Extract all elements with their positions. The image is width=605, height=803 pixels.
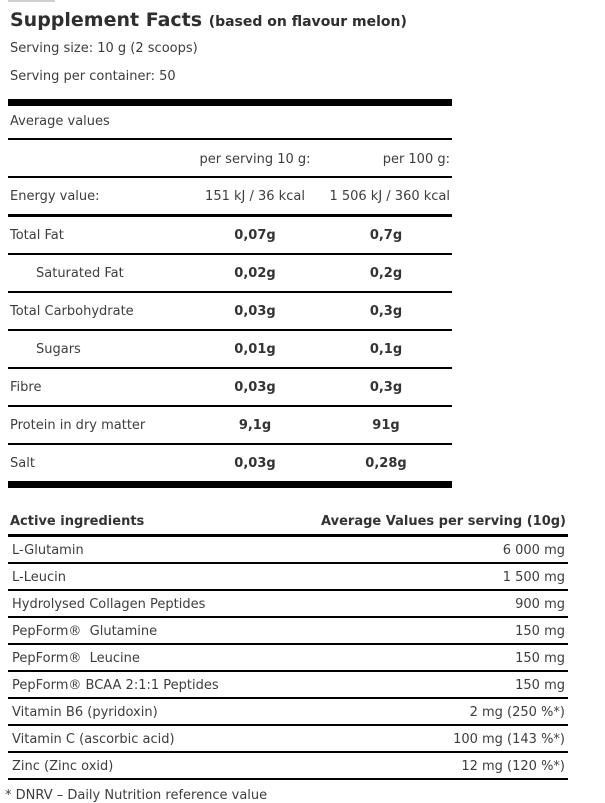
nutrient-label: Salt <box>10 456 35 471</box>
per-serving-value: 151 kJ / 36 kcal <box>205 189 305 204</box>
nutrition-row <box>8 331 452 369</box>
nutrient-label: Total Carbohydrate <box>10 304 134 319</box>
per-100g-value: 0,7g <box>369 228 403 243</box>
per-100g-value: 1 506 kJ / 360 kcal <box>329 189 450 204</box>
nutrition-table-header <box>8 140 452 178</box>
page-title <box>10 9 605 31</box>
nutrition-row <box>8 178 452 217</box>
ingredient-name: L-Leucin <box>12 570 66 585</box>
nutrition-table <box>8 99 452 488</box>
ingredient-amount: 900 mg <box>515 597 565 612</box>
per-100g-value: 91g <box>372 418 400 433</box>
active-ingredients-table <box>8 509 568 780</box>
ingredient-name: PepForm® Leucine <box>12 651 140 666</box>
table-top-bar <box>8 99 452 106</box>
ingredient-amount: 6 000 mg <box>502 543 565 558</box>
nutrition-row <box>8 407 452 445</box>
ingredient-name: PepForm® BCAA 2:1:1 Peptides <box>12 678 219 693</box>
per-serving-column-header: per serving 10 g: <box>199 152 311 167</box>
per-serving-value: 0,03g <box>234 380 276 395</box>
ingredient-value-column-header: Average Values per serving (10g) <box>321 514 566 529</box>
nutrient-label: Protein in dry matter <box>10 418 146 433</box>
servings-per-container: Serving per container: 50 <box>10 69 176 84</box>
ingredient-amount: 150 mg <box>515 651 565 666</box>
per-100g-value: 0,1g <box>369 342 403 357</box>
per-100g-value: 0,28g <box>365 456 407 471</box>
dnrv-footnote: * DNRV – Daily Nutrition reference value <box>5 788 268 803</box>
nutrient-label: Energy value: <box>10 189 100 204</box>
ingredient-row <box>8 591 568 618</box>
nutrient-label: Total Fat <box>10 228 64 243</box>
ingredient-name: Hydrolysed Collagen Peptides <box>12 597 206 612</box>
nutrition-rows <box>8 178 452 481</box>
nutrient-label: Saturated Fat <box>36 266 124 281</box>
ingredient-name: L-Glutamin <box>12 543 84 558</box>
ingredient-row <box>8 672 568 699</box>
nutrition-row <box>8 445 452 481</box>
nutrition-row <box>8 369 452 407</box>
per-serving-value: 0,02g <box>234 266 276 281</box>
ingredient-row <box>8 645 568 672</box>
ingredient-row <box>8 618 568 645</box>
per-serving-value: 0,03g <box>234 456 276 471</box>
nutrition-row <box>8 217 452 255</box>
ingredient-amount: 150 mg <box>515 624 565 639</box>
per-100g-value: 0,3g <box>369 380 403 395</box>
ingredient-row <box>8 726 568 753</box>
ingredient-column-header: Active ingredients <box>10 514 145 529</box>
serving-size: Serving size: 10 g (2 scoops) <box>10 41 198 56</box>
page-top-artifact <box>8 0 55 2</box>
ingredient-name: Vitamin B6 (pyridoxin) <box>12 705 158 720</box>
ingredient-rows <box>8 537 568 780</box>
nutrient-label: Sugars <box>36 342 81 357</box>
nutrition-row <box>8 255 452 293</box>
ingredient-amount: 150 mg <box>515 678 565 693</box>
nutrient-label: Fibre <box>10 380 42 395</box>
active-ingredients-header <box>8 509 568 537</box>
ingredient-name: Zinc (Zinc oxid) <box>12 759 114 774</box>
ingredient-row <box>8 699 568 726</box>
ingredient-row <box>8 753 568 780</box>
per-100g-value: 0,3g <box>369 304 403 319</box>
nutrient-column-header <box>8 152 190 167</box>
per-serving-value: 0,01g <box>234 342 276 357</box>
per-serving-value: 0,03g <box>234 304 276 319</box>
ingredient-row <box>8 564 568 591</box>
title-flavour-note: (based on flavour melon) <box>208 14 407 30</box>
ingredient-amount: 100 mg (143 %*) <box>453 732 565 747</box>
title-text: Supplement Facts <box>10 9 203 31</box>
ingredient-name: PepForm® Glutamine <box>12 624 158 639</box>
ingredient-amount: 1 500 mg <box>502 570 565 585</box>
average-values-label: Average values <box>8 106 452 140</box>
nutrition-row <box>8 293 452 331</box>
ingredient-amount: 2 mg (250 %*) <box>469 705 565 720</box>
per-100g-column-header: per 100 g: <box>382 152 450 167</box>
ingredient-row <box>8 537 568 564</box>
ingredient-name: Vitamin C (ascorbic acid) <box>12 732 175 747</box>
ingredient-amount: 12 mg (120 %*) <box>461 759 565 774</box>
per-serving-value: 9,1g <box>238 418 272 433</box>
table-bottom-bar <box>8 481 452 488</box>
per-serving-value: 0,07g <box>234 228 276 243</box>
per-100g-value: 0,2g <box>369 266 403 281</box>
